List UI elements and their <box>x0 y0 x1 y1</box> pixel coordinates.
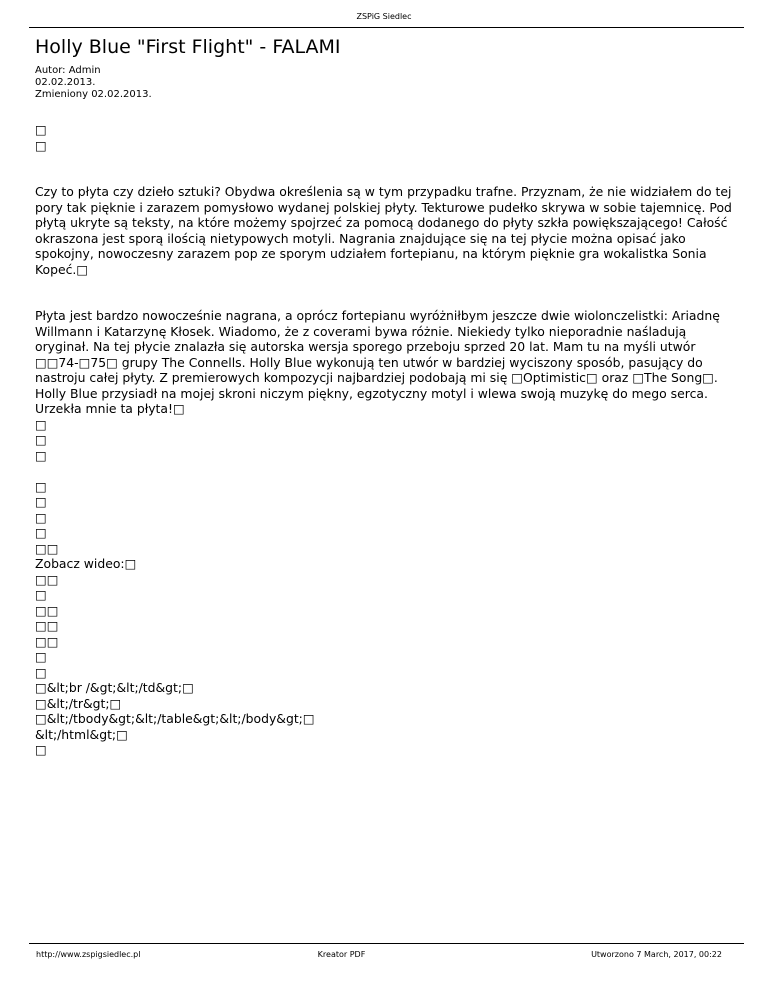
trailing-line: □ <box>35 649 47 664</box>
footer-created: Utworzono 7 March, 2017, 00:22 <box>591 950 722 959</box>
trailing-line: □ <box>35 416 47 432</box>
footer-divider <box>29 943 744 944</box>
trailing-line: □&lt;br /&gt;&lt;/td&gt;□ <box>35 680 194 695</box>
trailing-line: □□ <box>35 602 59 618</box>
trailing-line: □□ <box>35 571 59 587</box>
footer-url: http://www.zspigsiedlec.pl <box>36 950 141 959</box>
glyph-line: □ <box>35 122 47 137</box>
paragraph-intro <box>35 184 735 277</box>
article-title: Holly Blue "First Flight" - FALAMI <box>35 36 341 58</box>
footer-generator: Kreator PDF <box>317 950 366 959</box>
trailing-line <box>35 463 735 479</box>
trailing-line: &lt;/html&gt;□ <box>35 726 128 742</box>
paragraph-review <box>35 308 735 417</box>
trailing-line: □ <box>35 664 47 680</box>
trailing-line: □&lt;/tbody&gt;&lt;/table&gt;&lt;/body&gt;□ <box>35 711 315 726</box>
header-site-name: ZSPiG Siedlec <box>356 12 412 21</box>
trailing-line: □ <box>35 525 47 540</box>
trailing-line: □□ <box>35 540 59 556</box>
trailing-line: □ <box>35 509 47 525</box>
article-modified: Zmieniony 02.02.2013. <box>35 89 152 100</box>
article-author: Autor: Admin <box>35 65 101 76</box>
article-date: 02.02.2013. <box>35 77 96 88</box>
trailing-line: □ <box>35 478 47 494</box>
trailing-line: □ <box>35 742 47 757</box>
trailing-line: □ <box>35 587 47 602</box>
trailing-line: □□ <box>35 618 59 633</box>
paragraph-text: Płyta jest bardzo nowocześnie nagrana, a oprócz fortepianu wyróżniłbym jeszcze dwie wiolonczelistki: Ariadnę Willmann i Katarzynę Kłosek. Wiadomo, że z coverami bywa różnie. Niekiedy tylko nieporadnie naśladują oryginał. Na tej płycie znalazła się autorska wersja sporego przeboju sprzed 20 lat. Mam tu na myśli utwór □□74-□75□ grupy The Connells. Holly Blue wykonują ten utwór w bardziej wyciszony sposób, pasujący do nastroju całej płyty. Z premierowych kompozycji najbardziej podobają mi się □Optimistic□ oraz □The Song□. Holly Blue przysiadł na mojej skroni niczym piękny, egzotyczny motyl i wlewa swoją muzykę do mego serca. Urzekła mnie ta płyta!□ <box>35 308 720 416</box>
trailing-line: □ <box>35 447 47 463</box>
glyph-line: □ <box>35 137 47 153</box>
trailing-lines <box>35 417 735 758</box>
trailing-line: Zobacz wideo:□ <box>35 556 137 571</box>
trailing-line: □&lt;/tr&gt;□ <box>35 695 122 711</box>
paragraph-text: Czy to płyta czy dzieło sztuki? Obydwa określenia są w tym przypadku trafne. Przyznam, że nie widziałem do tej pory tak pięknie i zarazem pomysłowo wydanej polskiej płyty. Tekturowe pudełko skrywa w sobie tajemnicę. Pod płytą ukryte są teksty, na które możemy spojrzeć za pomocą dodanego do płyty szkła powiększającego! Całość okraszona jest sporą ilością nietypowych motyli. Nagrania znajdujące się na tej płycie można opisać jako spokojny, nowoczesny zarazem pop ze sporym udziałem fortepianu, na którym pięknie gra wokalistka Sonia Kopeć.□ <box>35 184 732 277</box>
article-meta <box>35 65 152 101</box>
trailing-line: □ <box>35 432 47 447</box>
trailing-line: □ <box>35 494 47 509</box>
header-divider <box>29 27 744 28</box>
trailing-line: □□ <box>35 633 59 649</box>
article-body <box>35 122 735 758</box>
